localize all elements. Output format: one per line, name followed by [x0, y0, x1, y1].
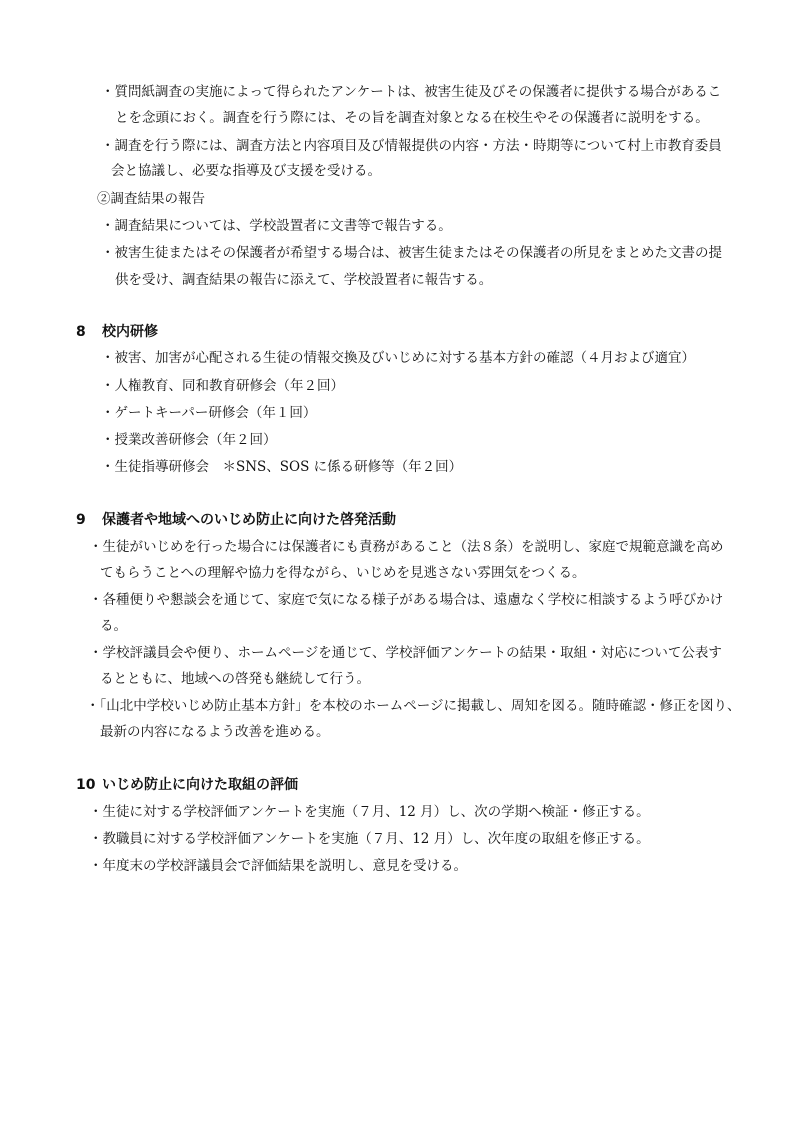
s10-item-2: ・教職員に対する学校評価アンケートを実施（７月、12 月）し、次年度の取組を修正する。 — [89, 831, 650, 847]
s10-item-3: ・年度末の学校評議員会で評価結果を説明し、意見を受ける。 — [89, 858, 467, 874]
s7-bullet3-line1: ・調査結果については、学校設置者に文書等で報告する。 — [101, 218, 452, 234]
s7-bullet1-line2: とを念頭におく。調査を行う際には、その旨を調査対象となる在校生やその保護者に説明をする。 — [115, 110, 709, 126]
s8-item-3: ・ゲートキーパー研修会（年１回） — [101, 405, 317, 421]
s9-bullet4-line2: 最新の内容になるよう改善を進める。 — [100, 724, 330, 740]
section10-heading — [76, 775, 298, 795]
s9-bullet3-line1: ・学校評議員会や便り、ホームページを通じて、学校評価アンケートの結果・取組・対応について公表す — [89, 645, 722, 661]
s10-item-1: ・生徒に対する学校評価アンケートを実施（７月、12 月）し、次の学期へ検証・修正する。 — [89, 804, 650, 820]
s9-bullet4-line1: ・「山北中学校いじめ防止基本方針」を本校のホームページに掲載し、周知を図る。随時確認・修正を図り、 — [86, 698, 741, 714]
s8-item-4: ・授業改善研修会（年２回） — [101, 432, 277, 448]
section8-heading — [76, 322, 158, 342]
s7-bullet2-line1: ・調査を行う際には、調査方法と内容項目及び情報提供の内容・方法・時期等について村上市教育委員 — [101, 138, 722, 154]
section10-number: 10 — [76, 777, 96, 793]
s9-bullet3-line2: るとともに、地域への啓発も継続して行う。 — [100, 671, 370, 687]
section9-title: 保護者や地域へのいじめ防止に向けた啓発活動 — [102, 512, 396, 528]
s7-subheading: ②調査結果の報告 — [97, 191, 205, 207]
s8-item-5: ・生徒指導研修会 ＊SNS、SOS に係る研修等（年２回） — [101, 459, 463, 475]
section9-heading — [76, 510, 396, 530]
section9-number: 9 — [76, 512, 86, 528]
s9-bullet2-line2: る。 — [100, 618, 127, 634]
s9-bullet1-line2: てもらうことへの理解や協力を得ながら、いじめを見逃さない雰囲気をつくる。 — [100, 565, 586, 581]
s9-bullet1-line1: ・生徒がいじめを行った場合には保護者にも責務があること（法８条）を説明し、家庭で規範意識を高め — [89, 539, 724, 555]
s8-item-2: ・人権教育、同和教育研修会（年２回） — [101, 378, 344, 394]
section8-title: 校内研修 — [102, 324, 158, 340]
s7-bullet4-line1: ・被害生徒またはその保護者が希望する場合は、被害生徒またはその保護者の所見をまとめた文書の提 — [101, 245, 722, 261]
s7-bullet4-line2: 供を受け、調査結果の報告に添えて、学校設置者に報告する。 — [115, 272, 493, 288]
s7-bullet1-line1: ・質問紙調査の実施によって得られたアンケートは、被害生徒及びその保護者に提供する場合があるこ — [101, 84, 722, 100]
section8-number: 8 — [76, 324, 86, 340]
section10-title: いじめ防止に向けた取組の評価 — [102, 777, 298, 793]
s7-bullet2-line2: 会と協議し、必要な指導及び支援を受ける。 — [111, 163, 381, 179]
s8-item-1: ・被害、加害が心配される生徒の情報交換及びいじめに対する基本方針の確認（４月および適宜） — [101, 350, 695, 366]
s9-bullet2-line1: ・各種便りや懇談会を通じて、家庭で気になる様子がある場合は、遠慮なく学校に相談するよう呼びかけ — [89, 592, 724, 608]
